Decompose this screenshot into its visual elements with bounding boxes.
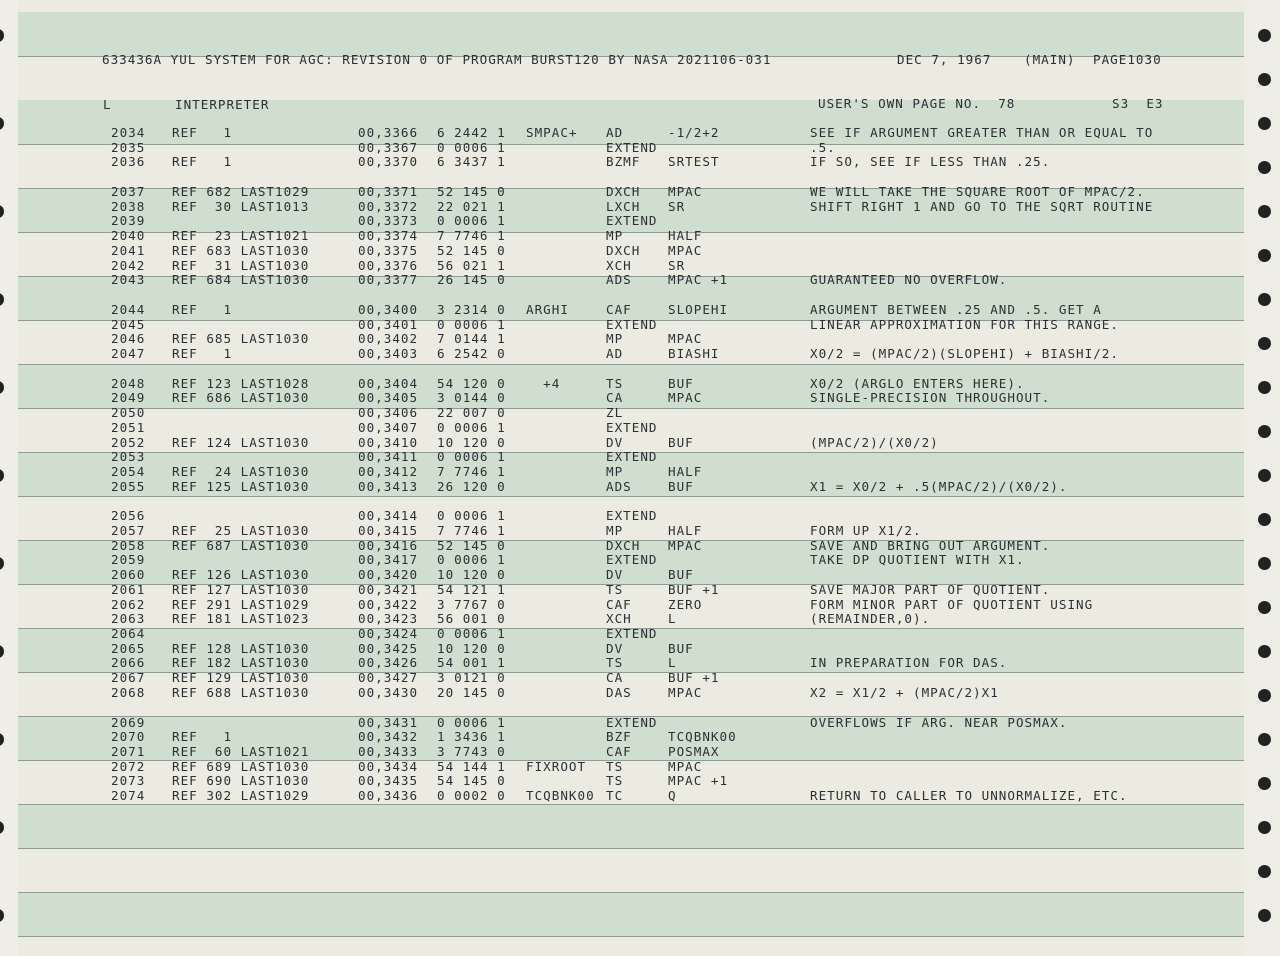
line-number: 2067 [111, 670, 146, 685]
operand-field: MPAC [668, 243, 703, 258]
band-rule [18, 364, 1244, 365]
ref-field: REF 128 LAST1030 [172, 641, 310, 656]
address-field: 00,3371 [358, 184, 419, 199]
line-number: 2034 [111, 125, 146, 140]
line-number: 2074 [111, 788, 146, 803]
opcode-field: TS [606, 582, 624, 597]
address-field: 00,3370 [358, 154, 419, 169]
comment-field: WE WILL TAKE THE SQUARE ROOT OF MPAC/2. [810, 184, 1145, 199]
comment-field: FORM MINOR PART OF QUOTIENT USING [810, 597, 1094, 612]
operand-field: L [668, 655, 677, 670]
address-field: 00,3425 [358, 641, 419, 656]
operand-field: HALF [668, 523, 703, 538]
ref-field: REF 123 LAST1028 [172, 376, 310, 391]
line-number: 2038 [111, 199, 146, 214]
ref-field: REF 291 LAST1029 [172, 597, 310, 612]
octal-field: 0 0006 1 [437, 420, 506, 435]
operand-field: MPAC [668, 685, 703, 700]
octal-field: 7 7746 1 [437, 228, 506, 243]
octal-field: 52 145 0 [437, 243, 506, 258]
octal-field: 56 001 0 [437, 611, 506, 626]
octal-field: 54 121 1 [437, 582, 506, 597]
address-field: 00,3422 [358, 597, 419, 612]
line-number: 2072 [111, 759, 146, 774]
octal-field: 26 145 0 [437, 272, 506, 287]
address-field: 00,3423 [358, 611, 419, 626]
section-title: INTERPRETER [175, 97, 270, 112]
band-rule [18, 408, 1244, 409]
ref-field: REF 683 LAST1030 [172, 243, 310, 258]
opcode-field: DV [606, 435, 624, 450]
ref-field: REF 684 LAST1030 [172, 272, 310, 287]
opcode-field: EXTEND [606, 317, 658, 332]
address-field: 00,3433 [358, 744, 419, 759]
address-field: 00,3372 [358, 199, 419, 214]
line-number: 2065 [111, 641, 146, 656]
comment-field: IN PREPARATION FOR DAS. [810, 655, 1008, 670]
line-number: 2053 [111, 449, 146, 464]
opcode-field: EXTEND [606, 552, 658, 567]
opcode-field: EXTEND [606, 213, 658, 228]
octal-field: 22 007 0 [437, 405, 506, 420]
address-field: 00,3404 [358, 376, 419, 391]
address-field: 00,3400 [358, 302, 419, 317]
page-number: PAGE1030 [1093, 52, 1162, 67]
ref-field: REF 690 LAST1030 [172, 773, 310, 788]
opcode-field: MP [606, 464, 624, 479]
octal-field: 52 145 0 [437, 184, 506, 199]
address-field: 00,3402 [358, 331, 419, 346]
line-number: 2037 [111, 184, 146, 199]
line-number: 2061 [111, 582, 146, 597]
opcode-field: XCH [606, 611, 632, 626]
address-field: 00,3413 [358, 479, 419, 494]
octal-field: 52 145 0 [437, 538, 506, 553]
ref-field: REF 302 LAST1029 [172, 788, 310, 803]
operand-field: SLOPEHI [668, 302, 729, 317]
opcode-field: DV [606, 641, 624, 656]
opcode-field: ADS [606, 479, 632, 494]
opcode-field: TS [606, 376, 624, 391]
line-number: 2071 [111, 744, 146, 759]
comment-field: OVERFLOWS IF ARG. NEAR POSMAX. [810, 715, 1068, 730]
sprocket-hole [1258, 601, 1271, 614]
operand-field: BIASHI [668, 346, 720, 361]
green-band [18, 12, 1244, 56]
green-band [18, 804, 1244, 848]
address-field: 00,3366 [358, 125, 419, 140]
band-rule [18, 936, 1244, 937]
octal-field: 1 3436 1 [437, 729, 506, 744]
band-rule [18, 892, 1244, 893]
address-field: 00,3414 [358, 508, 419, 523]
octal-field: 0 0006 1 [437, 317, 506, 332]
sprocket-hole [1258, 557, 1271, 570]
octal-field: 7 7746 1 [437, 523, 506, 538]
comment-field: SHIFT RIGHT 1 AND GO TO THE SQRT ROUTINE [810, 199, 1154, 214]
opcode-field: ZL [606, 405, 624, 420]
opcode-field: AD [606, 346, 624, 361]
operand-field: BUF [668, 567, 694, 582]
address-field: 00,3401 [358, 317, 419, 332]
octal-field: 0 0006 1 [437, 508, 506, 523]
ref-field: REF 182 LAST1030 [172, 655, 310, 670]
address-field: 00,3436 [358, 788, 419, 803]
line-number: 2057 [111, 523, 146, 538]
comment-field: X2 = X1/2 + (MPAC/2)X1 [810, 685, 999, 700]
octal-field: 54 144 1 [437, 759, 506, 774]
comment-field: X0/2 = (MPAC/2)(SLOPEHI) + BIASHI/2. [810, 346, 1119, 361]
ref-field: REF 1 [172, 346, 233, 361]
ref-field: REF 688 LAST1030 [172, 685, 310, 700]
sprocket-hole [1258, 425, 1271, 438]
address-field: 00,3427 [358, 670, 419, 685]
listing-date: DEC 7, 1967 [897, 52, 992, 67]
sprocket-hole [1258, 909, 1271, 922]
sprocket-hole [1258, 337, 1271, 350]
opcode-field: CAF [606, 597, 632, 612]
address-field: 00,3405 [358, 390, 419, 405]
ref-field: REF 687 LAST1030 [172, 538, 310, 553]
octal-field: 10 120 0 [437, 567, 506, 582]
address-field: 00,3417 [358, 552, 419, 567]
line-number: 2043 [111, 272, 146, 287]
line-number: 2052 [111, 435, 146, 450]
line-number: 2044 [111, 302, 146, 317]
operand-field: TCQBNK00 [668, 729, 737, 744]
line-number: 2051 [111, 420, 146, 435]
sprocket-hole [1258, 689, 1271, 702]
status-code: S3 E3 [1112, 96, 1164, 111]
opcode-field: MP [606, 331, 624, 346]
sprocket-hole [1258, 865, 1271, 878]
line-number: 2060 [111, 567, 146, 582]
address-field: 00,3411 [358, 449, 419, 464]
opcode-field: DXCH [606, 243, 641, 258]
comment-field: SAVE MAJOR PART OF QUOTIENT. [810, 582, 1051, 597]
octal-field: 0 0006 1 [437, 626, 506, 641]
octal-field: 6 3437 1 [437, 154, 506, 169]
opcode-field: DAS [606, 685, 632, 700]
opcode-field: EXTEND [606, 140, 658, 155]
line-number: 2055 [111, 479, 146, 494]
operand-field: MPAC +1 [668, 272, 729, 287]
opcode-field: CA [606, 390, 624, 405]
address-field: 00,3421 [358, 582, 419, 597]
line-number: 2036 [111, 154, 146, 169]
ref-field: REF 31 LAST1030 [172, 258, 310, 273]
comment-field: SEE IF ARGUMENT GREATER THAN OR EQUAL TO [810, 125, 1154, 140]
comment-field: FORM UP X1/2. [810, 523, 922, 538]
opcode-field: LXCH [606, 199, 641, 214]
address-field: 00,3432 [358, 729, 419, 744]
ref-field: REF 685 LAST1030 [172, 331, 310, 346]
ref-field: REF 1 [172, 302, 233, 317]
line-number: 2063 [111, 611, 146, 626]
address-field: 00,3376 [358, 258, 419, 273]
operand-field: SRTEST [668, 154, 720, 169]
operand-field: MPAC [668, 538, 703, 553]
address-field: 00,3435 [358, 773, 419, 788]
octal-field: 3 0121 0 [437, 670, 506, 685]
opcode-field: CAF [606, 302, 632, 317]
operand-field: MPAC [668, 759, 703, 774]
octal-field: 0 0006 1 [437, 449, 506, 464]
operand-field: BUF +1 [668, 670, 720, 685]
octal-field: 54 120 0 [437, 376, 506, 391]
line-number: 2062 [111, 597, 146, 612]
comment-field: ARGUMENT BETWEEN .25 AND .5. GET A [810, 302, 1102, 317]
address-field: 00,3420 [358, 567, 419, 582]
sprocket-hole [1258, 469, 1271, 482]
sprocket-hole [1258, 293, 1271, 306]
address-field: 00,3375 [358, 243, 419, 258]
opcode-field: DXCH [606, 184, 641, 199]
ref-field: REF 127 LAST1030 [172, 582, 310, 597]
opcode-field: MP [606, 523, 624, 538]
opcode-field: CAF [606, 744, 632, 759]
octal-field: 10 120 0 [437, 435, 506, 450]
octal-field: 6 2442 1 [437, 125, 506, 140]
sprocket-hole [1258, 513, 1271, 526]
ref-field: REF 23 LAST1021 [172, 228, 310, 243]
line-number: 2050 [111, 405, 146, 420]
address-field: 00,3367 [358, 140, 419, 155]
line-number: 2047 [111, 346, 146, 361]
address-field: 00,3410 [358, 435, 419, 450]
octal-field: 3 2314 0 [437, 302, 506, 317]
users-page-number: USER'S OWN PAGE NO. 78 [818, 96, 1016, 111]
line-number: 2073 [111, 773, 146, 788]
sprocket-hole [1258, 645, 1271, 658]
line-number: 2069 [111, 715, 146, 730]
opcode-field: EXTEND [606, 715, 658, 730]
program-name: (MAIN) [1024, 52, 1076, 67]
address-field: 00,3426 [358, 655, 419, 670]
opcode-field: MP [606, 228, 624, 243]
ref-field: REF 686 LAST1030 [172, 390, 310, 405]
sprocket-hole [1258, 733, 1271, 746]
opcode-field: TS [606, 759, 624, 774]
line-number: 2070 [111, 729, 146, 744]
opcode-field: DXCH [606, 538, 641, 553]
opcode-field: EXTEND [606, 626, 658, 641]
address-field: 00,3416 [358, 538, 419, 553]
label-field: SMPAC+ [526, 125, 578, 140]
operand-field: -1/2+2 [668, 125, 720, 140]
operand-field: ZERO [668, 597, 703, 612]
octal-field: 0 0002 0 [437, 788, 506, 803]
opcode-field: AD [606, 125, 624, 140]
green-band [18, 892, 1244, 936]
line-number: 2048 [111, 376, 146, 391]
listing-title: 633436A YUL SYSTEM FOR AGC: REVISION 0 OF PROGRAM BURST120 BY NASA 2021106-031 [102, 52, 772, 67]
line-number: 2064 [111, 626, 146, 641]
address-field: 00,3431 [358, 715, 419, 730]
ref-field: REF 60 LAST1021 [172, 744, 310, 759]
opcode-field: XCH [606, 258, 632, 273]
address-field: 00,3374 [358, 228, 419, 243]
opcode-field: TS [606, 655, 624, 670]
sprocket-hole [1258, 161, 1271, 174]
octal-field: 7 7746 1 [437, 464, 506, 479]
comment-field: SAVE AND BRING OUT ARGUMENT. [810, 538, 1051, 553]
ref-field: REF 24 LAST1030 [172, 464, 310, 479]
ref-field: REF 181 LAST1023 [172, 611, 310, 626]
operand-field: BUF [668, 376, 694, 391]
band-rule [18, 804, 1244, 805]
octal-field: 56 021 1 [437, 258, 506, 273]
band-rule [18, 496, 1244, 497]
label-field: TCQBNK00 [526, 788, 595, 803]
sprocket-hole [1258, 821, 1271, 834]
sprocket-hole [1258, 117, 1271, 130]
label-field: FIXROOT [526, 759, 587, 774]
line-number: 2045 [111, 317, 146, 332]
address-field: 00,3412 [358, 464, 419, 479]
operand-field: HALF [668, 464, 703, 479]
opcode-field: TC [606, 788, 624, 803]
octal-field: 3 7743 0 [437, 744, 506, 759]
ref-field: REF 1 [172, 729, 233, 744]
line-number: 2039 [111, 213, 146, 228]
comment-field: SINGLE-PRECISION THROUGHOUT. [810, 390, 1051, 405]
address-field: 00,3407 [358, 420, 419, 435]
line-number: 2035 [111, 140, 146, 155]
operand-field: POSMAX [668, 744, 720, 759]
comment-field: (MPAC/2)/(X0/2) [810, 435, 939, 450]
section-letter: L [103, 97, 112, 112]
line-number: 2068 [111, 685, 146, 700]
ref-field: REF 126 LAST1030 [172, 567, 310, 582]
line-number: 2058 [111, 538, 146, 553]
address-field: 00,3424 [358, 626, 419, 641]
operand-field: BUF [668, 479, 694, 494]
line-number: 2054 [111, 464, 146, 479]
comment-field: .5. [810, 140, 836, 155]
line-number: 2041 [111, 243, 146, 258]
line-number: 2059 [111, 552, 146, 567]
address-field: 00,3377 [358, 272, 419, 287]
ref-field: REF 689 LAST1030 [172, 759, 310, 774]
sprocket-hole [1258, 29, 1271, 42]
octal-field: 54 001 1 [437, 655, 506, 670]
operand-field: BUF [668, 435, 694, 450]
sprocket-hole [1258, 249, 1271, 262]
operand-field: Q [668, 788, 677, 803]
operand-field: HALF [668, 228, 703, 243]
address-field: 00,3415 [358, 523, 419, 538]
ref-field: REF 682 LAST1029 [172, 184, 310, 199]
octal-field: 0 0006 1 [437, 140, 506, 155]
ref-field: REF 129 LAST1030 [172, 670, 310, 685]
operand-field: MPAC +1 [668, 773, 729, 788]
octal-field: 0 0006 1 [437, 213, 506, 228]
sprocket-hole [1258, 73, 1271, 86]
line-number: 2066 [111, 655, 146, 670]
octal-field: 10 120 0 [437, 641, 506, 656]
comment-field: TAKE DP QUOTIENT WITH X1. [810, 552, 1025, 567]
sprocket-hole [1258, 205, 1271, 218]
opcode-field: DV [606, 567, 624, 582]
address-field: 00,3430 [358, 685, 419, 700]
octal-field: 3 7767 0 [437, 597, 506, 612]
line-number: 2056 [111, 508, 146, 523]
line-number: 2040 [111, 228, 146, 243]
sprocket-hole [1258, 777, 1271, 790]
address-field: 00,3373 [358, 213, 419, 228]
ref-field: REF 1 [172, 154, 233, 169]
octal-field: 7 0144 1 [437, 331, 506, 346]
ref-field: REF 25 LAST1030 [172, 523, 310, 538]
comment-field: (REMAINDER,0). [810, 611, 931, 626]
operand-field: SR [668, 258, 686, 273]
ref-field: REF 30 LAST1013 [172, 199, 310, 214]
operand-field: SR [668, 199, 686, 214]
line-number: 2049 [111, 390, 146, 405]
address-field: 00,3403 [358, 346, 419, 361]
operand-field: L [668, 611, 677, 626]
comment-field: X0/2 (ARGLO ENTERS HERE). [810, 376, 1025, 391]
opcode-field: CA [606, 670, 624, 685]
sprocket-hole [1258, 381, 1271, 394]
comment-field: IF SO, SEE IF LESS THAN .25. [810, 154, 1051, 169]
operand-field: BUF [668, 641, 694, 656]
label-field: ARGHI [526, 302, 569, 317]
operand-field: MPAC [668, 331, 703, 346]
comment-field: GUARANTEED NO OVERFLOW. [810, 272, 1008, 287]
ref-field: REF 124 LAST1030 [172, 435, 310, 450]
line-number: 2046 [111, 331, 146, 346]
octal-field: 6 2542 0 [437, 346, 506, 361]
opcode-field: EXTEND [606, 508, 658, 523]
octal-field: 0 0006 1 [437, 715, 506, 730]
label-field: +4 [526, 376, 561, 391]
octal-field: 26 120 0 [437, 479, 506, 494]
comment-field: LINEAR APPROXIMATION FOR THIS RANGE. [810, 317, 1119, 332]
octal-field: 20 145 0 [437, 685, 506, 700]
operand-field: MPAC [668, 390, 703, 405]
octal-field: 3 0144 0 [437, 390, 506, 405]
ref-field: REF 125 LAST1030 [172, 479, 310, 494]
address-field: 00,3406 [358, 405, 419, 420]
operand-field: BUF +1 [668, 582, 720, 597]
comment-field: X1 = X0/2 + .5(MPAC/2)/(X0/2). [810, 479, 1068, 494]
opcode-field: BZF [606, 729, 632, 744]
opcode-field: EXTEND [606, 449, 658, 464]
address-field: 00,3434 [358, 759, 419, 774]
octal-field: 54 145 0 [437, 773, 506, 788]
operand-field: MPAC [668, 184, 703, 199]
opcode-field: BZMF [606, 154, 641, 169]
opcode-field: TS [606, 773, 624, 788]
band-rule [18, 848, 1244, 849]
comment-field: RETURN TO CALLER TO UNNORMALIZE, ETC. [810, 788, 1128, 803]
ref-field: REF 1 [172, 125, 233, 140]
opcode-field: EXTEND [606, 420, 658, 435]
line-number: 2042 [111, 258, 146, 273]
opcode-field: ADS [606, 272, 632, 287]
octal-field: 0 0006 1 [437, 552, 506, 567]
octal-field: 22 021 1 [437, 199, 506, 214]
